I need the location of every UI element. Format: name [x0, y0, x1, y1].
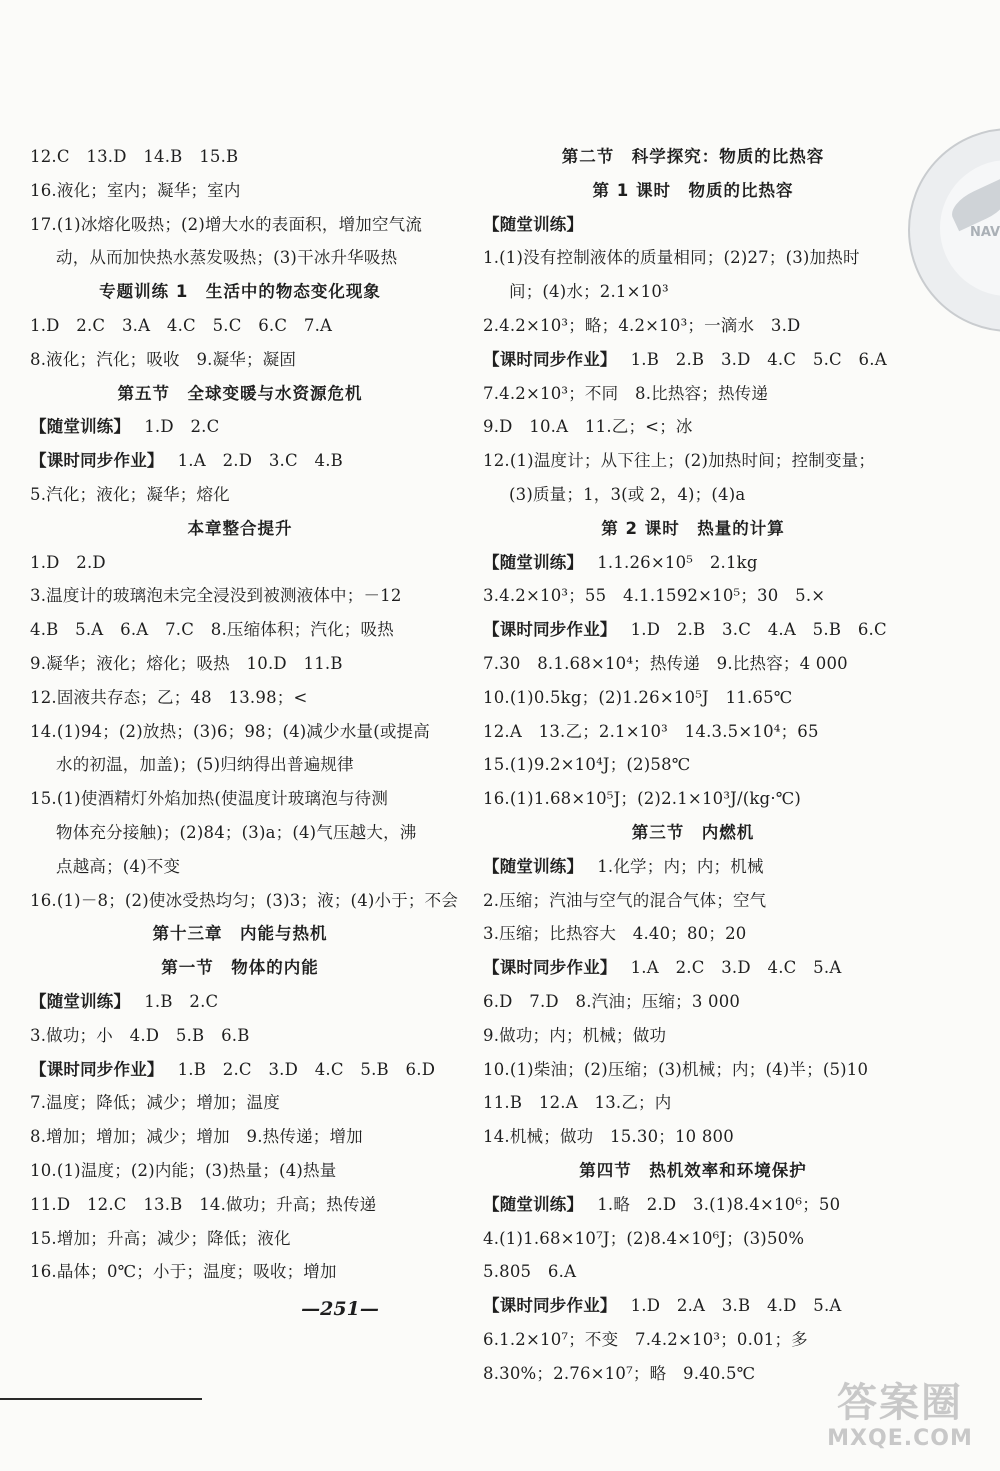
answer-line-continued: 动，从而加快热水蒸发吸热；(3)干冰升华吸热 — [56, 248, 398, 268]
section-heading: 专题训练 1 生活中的物态变化现象 — [99, 282, 381, 302]
answer-group-line — [483, 1289, 903, 1323]
answer-group-line — [30, 1053, 450, 1087]
right-column — [483, 140, 903, 1390]
answer-text: 1.B 2.C 3.D 4.C 5.B 6.D — [177, 1059, 436, 1079]
section-heading: 第二节 科学探究：物质的比热容 — [561, 147, 825, 166]
exercise-label: 【课时同步作业】 — [483, 958, 617, 978]
answer-line: 14.(1)94；(2)放热；(3)6；98；(4)减少水量(或提高 — [30, 721, 430, 741]
section-heading: 本章整合提升 — [187, 518, 293, 538]
answer-line: 8.30%；2.76×10⁷；略 9.40.5℃ — [483, 1363, 756, 1383]
exercise-label: 【课时同步作业】 — [483, 1296, 617, 1316]
answer-line: 15.(1)9.2×10⁴J；(2)58℃ — [483, 755, 691, 775]
answer-line: 8.增加；增加；减少；增加 9.热传递；增加 — [30, 1127, 363, 1147]
exercise-label: 【随堂训练】 — [483, 214, 584, 234]
exercise-label: 【随堂训练】 — [483, 552, 584, 572]
answer-line: 16.(1)－8；(2)使冰受热均匀；(3)3；液；(4)小于；不会 — [30, 890, 459, 910]
answer-group-line — [483, 613, 903, 647]
answer-line: 9.D 10.A 11.乙；<；冰 — [483, 417, 693, 437]
answer-line: 16.(1)1.68×10⁵J；(2)2.1×10³J/(kg·℃) — [483, 789, 802, 809]
section-heading: 第一节 物体的内能 — [161, 958, 319, 978]
answer-line: 12.A 13.乙；2.1×10³ 14.3.5×10⁴；65 — [483, 721, 819, 741]
answer-group-line — [30, 444, 450, 478]
answer-line: 10.(1)0.5kg；(2)1.26×10⁵J 11.65℃ — [483, 687, 793, 707]
answer-line: 8.液化；汽化；吸收 9.凝华；凝固 — [30, 349, 297, 369]
answer-line: 1.D 2.C 3.A 4.C 5.C 6.C 7.A — [30, 315, 333, 335]
answer-line: 3.温度计的玻璃泡未完全浸没到被测液体中；－12 — [30, 586, 402, 606]
answer-line-continued: (3)质量；1，3(或 2，4)；(4)a — [509, 484, 746, 504]
answer-line: 1.(1)没有控制液体的质量相同；(2)27；(3)加热时 — [483, 248, 860, 268]
exercise-label: 【课时同步作业】 — [30, 1059, 164, 1079]
answer-text: 1.1.26×10⁵ 2.1kg — [597, 552, 758, 572]
answer-group-line — [483, 208, 903, 242]
answer-line: 12.固液共存态；乙；48 13.98；< — [30, 687, 308, 707]
answer-line-continued: 水的初温，加盖)；(5)归纳得出普遍规律 — [56, 755, 354, 775]
section-heading: 第三节 内燃机 — [631, 822, 755, 842]
answer-line: 6.1.2×10⁷；不变 7.4.2×10³；0.01；多 — [483, 1329, 808, 1349]
exercise-label: 【课时同步作业】 — [483, 349, 617, 369]
section-heading: 第四节 热机效率和环境保护 — [579, 1160, 807, 1180]
answer-text: 1.A 2.C 3.D 4.C 5.A — [630, 958, 842, 978]
answer-line: 4.B 5.A 6.A 7.C 8.压缩体积；汽化；吸热 — [30, 620, 394, 640]
answer-line: 12.C 13.D 14.B 15.B — [30, 147, 239, 166]
answer-line: 16.晶体；0℃；小于；温度；吸收；增加 — [30, 1262, 337, 1282]
answer-text: 1.A 2.D 3.C 4.B — [177, 451, 343, 471]
answer-line-continued: 点越高；(4)不变 — [56, 856, 181, 876]
answer-line: 3.压缩；比热容大 4.40；80；20 — [483, 924, 747, 944]
answer-line: 1.D 2.D — [30, 552, 106, 572]
answer-line: 17.(1)冰熔化吸热；(2)增大水的表面积，增加空气流 — [30, 214, 423, 234]
answer-line-continued: 间；(4)水；2.1×10³ — [509, 282, 669, 302]
answer-text: 1.D 2.B 3.C 4.A 5.B 6.C — [630, 620, 887, 640]
answer-group-line — [30, 985, 450, 1019]
exercise-label: 【随堂训练】 — [30, 991, 131, 1011]
answer-text: 1.略 2.D 3.(1)8.4×10⁶；50 — [597, 1194, 841, 1214]
answer-line: 5.汽化；液化；凝华；熔化 — [30, 484, 230, 504]
answer-line: 14.机械；做功 15.30；10 800 — [483, 1127, 734, 1147]
exercise-label: 【随堂训练】 — [483, 856, 584, 876]
answer-group-line — [483, 951, 903, 985]
answer-line: 12.(1)温度计；从下往上；(2)加热时间；控制变量； — [483, 451, 876, 471]
answer-text: 1.D 2.C — [144, 417, 220, 437]
answer-line: 2.压缩；汽油与空气的混合气体；空气 — [483, 890, 767, 910]
answer-line: 9.凝华；液化；熔化；吸热 10.D 11.B — [30, 653, 343, 673]
stamp-text: NAV — [970, 225, 1000, 240]
page-number: —251— — [301, 1298, 379, 1320]
answer-line: 7.30 8.1.68×10⁴；热传递 9.比热容；4 000 — [483, 653, 848, 673]
section-heading: 第 2 课时 热量的计算 — [601, 518, 785, 538]
answer-text: 1.B 2.C — [144, 991, 219, 1011]
answer-group-line — [30, 410, 450, 444]
section-heading: 第五节 全球变暖与水资源危机 — [117, 383, 363, 403]
publisher-stamp-seal — [908, 128, 1000, 332]
answer-line: 7.4.2×10³；不同 8.比热容；热传递 — [483, 383, 769, 403]
answer-group-line — [483, 1188, 903, 1222]
answer-group-line — [483, 850, 903, 884]
answer-line: 11.B 12.A 13.乙；内 — [483, 1093, 672, 1113]
answer-line: 10.(1)温度；(2)内能；(3)热量；(4)热量 — [30, 1160, 337, 1180]
answer-text: 1.D 2.A 3.B 4.D 5.A — [630, 1296, 842, 1316]
answer-line: 7.温度；降低；减少；增加；温度 — [30, 1093, 280, 1113]
answer-text: 1.B 2.B 3.D 4.C 5.C 6.A — [630, 349, 887, 369]
answer-line: 6.D 7.D 8.汽油；压缩；3 000 — [483, 991, 741, 1011]
section-heading: 第十三章 内能与热机 — [152, 924, 328, 944]
answer-line: 2.4.2×10³；略；4.2×10³；一滴水 3.D — [483, 315, 801, 335]
answer-line: 9.做功；内；机械；做功 — [483, 1025, 667, 1045]
answer-line: 15.(1)使酒精灯外焰加热(使温度计玻璃泡与待测 — [30, 789, 389, 809]
answer-line: 15.增加；升高；减少；降低；液化 — [30, 1228, 291, 1248]
answer-group-line — [483, 546, 903, 580]
answer-group-line — [483, 343, 903, 377]
left-column — [30, 140, 459, 1289]
answer-line: 16.液化；室内；凝华；室内 — [30, 180, 241, 200]
answer-line: 5.805 6.A — [483, 1262, 577, 1282]
answer-line: 10.(1)柴油；(2)压缩；(3)机械；内；(4)半；(5)10 — [483, 1059, 869, 1079]
watermark — [805, 1380, 995, 1465]
section-heading: 第 1 课时 物质的比热容 — [592, 180, 794, 200]
exercise-label: 【课时同步作业】 — [483, 620, 617, 640]
answer-text — [583, 215, 597, 234]
answer-line: 3.做功；小 4.D 5.B 6.B — [30, 1025, 250, 1045]
footer-rule — [0, 1398, 202, 1400]
answer-line-continued: 物体充分接触)；(2)84；(3)a；(4)气压越大，沸 — [56, 822, 417, 842]
answer-line: 4.(1)1.68×10⁷J；(2)8.4×10⁶J；(3)50% — [483, 1228, 805, 1248]
answer-text: 1.化学；内；内；机械 — [597, 856, 764, 876]
exercise-label: 【课时同步作业】 — [30, 451, 164, 471]
answer-line: 11.D 12.C 13.B 14.做功；升高；热传递 — [30, 1194, 377, 1214]
exercise-label: 【随堂训练】 — [30, 417, 131, 437]
answer-line: 3.4.2×10³；55 4.1.1592×10⁵；30 5.× — [483, 586, 826, 606]
watermark-logo-text: 答案圈 — [837, 1380, 963, 1426]
watermark-url: MXQE.COM — [827, 1426, 973, 1451]
exercise-label: 【随堂训练】 — [483, 1194, 584, 1214]
